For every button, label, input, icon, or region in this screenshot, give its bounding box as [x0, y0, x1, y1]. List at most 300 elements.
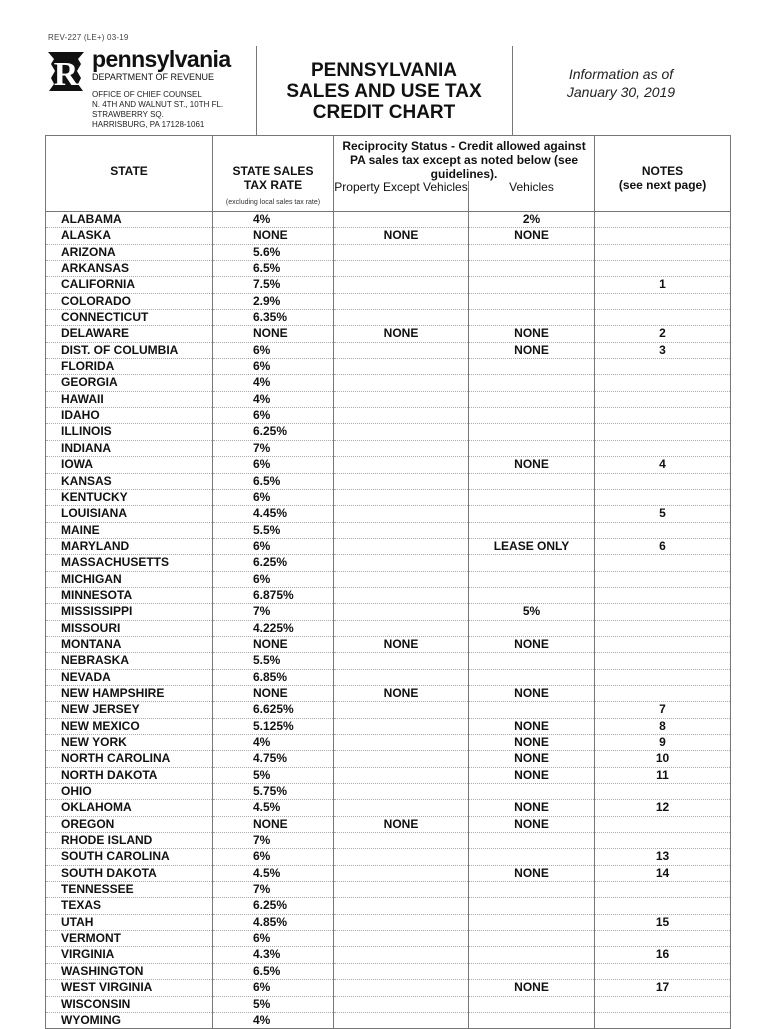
header-notes-line: (see next page)	[618, 178, 707, 192]
vehicle-credit-cell	[469, 784, 595, 800]
property-credit-cell	[334, 898, 469, 914]
vehicle-credit-cell	[469, 375, 595, 391]
table-row	[46, 277, 731, 293]
note-cell	[595, 555, 731, 571]
state-cell: ILLINOIS	[46, 424, 213, 440]
tax-rate-cell: 7%	[213, 882, 334, 898]
table-row	[46, 931, 731, 947]
tax-rate-cell: 6%	[213, 342, 334, 358]
state-cell: NORTH CAROLINA	[46, 751, 213, 767]
state-cell: TENNESSEE	[46, 882, 213, 898]
tax-rate-cell: 4.85%	[213, 914, 334, 930]
state-cell: CONNECTICUT	[46, 310, 213, 326]
table-row	[46, 947, 731, 963]
note-cell: 10	[595, 751, 731, 767]
property-credit-cell	[334, 261, 469, 277]
state-cell: OHIO	[46, 784, 213, 800]
note-cell: 1	[595, 277, 731, 293]
tax-rate-cell: 5.5%	[213, 653, 334, 669]
state-cell: HAWAII	[46, 391, 213, 407]
table-row	[46, 882, 731, 898]
vehicle-credit-cell: NONE	[469, 980, 595, 996]
property-credit-cell: NONE	[334, 636, 469, 652]
tax-rate-cell: 6.35%	[213, 310, 334, 326]
state-cell: GEORGIA	[46, 375, 213, 391]
vehicle-credit-cell: NONE	[469, 800, 595, 816]
vehicle-credit-cell: NONE	[469, 816, 595, 832]
note-cell	[595, 833, 731, 849]
tax-rate-cell: 5%	[213, 767, 334, 783]
property-credit-cell	[334, 947, 469, 963]
property-credit-cell	[334, 277, 469, 293]
state-cell: NEBRASKA	[46, 653, 213, 669]
state-cell: MINNESOTA	[46, 587, 213, 603]
state-cell: MISSOURI	[46, 620, 213, 636]
table-row	[46, 293, 731, 309]
tax-rate-cell: 4%	[213, 212, 334, 228]
note-cell	[595, 440, 731, 456]
office-address	[92, 90, 223, 130]
note-cell	[595, 604, 731, 620]
note-cell: 12	[595, 800, 731, 816]
department-name: DEPARTMENT OF REVENUE	[92, 72, 215, 82]
table-row	[46, 653, 731, 669]
property-credit-cell	[334, 457, 469, 473]
vehicle-credit-cell: NONE	[469, 342, 595, 358]
property-credit-cell	[334, 375, 469, 391]
address-line: HARRISBURG, PA 17128-1061	[92, 120, 205, 129]
state-cell: MONTANA	[46, 636, 213, 652]
note-cell: 14	[595, 865, 731, 881]
vehicle-credit-cell: 5%	[469, 604, 595, 620]
property-credit-cell	[334, 522, 469, 538]
note-cell	[595, 1012, 731, 1028]
tax-rate-cell: 6%	[213, 538, 334, 554]
tax-rate-cell: 4%	[213, 1012, 334, 1028]
table-row	[46, 440, 731, 456]
vehicle-credit-cell: NONE	[469, 636, 595, 652]
tax-credit-table	[45, 135, 731, 1029]
vehicle-credit-cell	[469, 244, 595, 260]
state-cell: MASSACHUSETTS	[46, 555, 213, 571]
note-cell	[595, 424, 731, 440]
property-credit-cell	[334, 996, 469, 1012]
vehicle-credit-cell	[469, 359, 595, 375]
state-cell: MICHIGAN	[46, 571, 213, 587]
table-row	[46, 473, 731, 489]
property-credit-cell	[334, 865, 469, 881]
table-row	[46, 1012, 731, 1028]
vehicle-credit-cell: NONE	[469, 457, 595, 473]
state-cell: OREGON	[46, 816, 213, 832]
table-row	[46, 310, 731, 326]
property-credit-cell	[334, 751, 469, 767]
address-line: OFFICE OF CHIEF COUNSEL	[92, 90, 202, 99]
table-row	[46, 898, 731, 914]
vehicle-credit-cell	[469, 261, 595, 277]
vehicle-credit-cell	[469, 293, 595, 309]
vehicle-credit-cell	[469, 310, 595, 326]
state-cell: VERMONT	[46, 931, 213, 947]
vehicle-credit-cell: NONE	[469, 685, 595, 701]
note-cell	[595, 408, 731, 424]
note-cell	[595, 522, 731, 538]
state-cell: KANSAS	[46, 473, 213, 489]
note-cell	[595, 784, 731, 800]
table-row	[46, 702, 731, 718]
property-credit-cell	[334, 914, 469, 930]
table-row	[46, 865, 731, 881]
tax-rate-cell: 5.75%	[213, 784, 334, 800]
tax-rate-cell: 6.5%	[213, 963, 334, 979]
state-cell: ARKANSAS	[46, 261, 213, 277]
property-credit-cell	[334, 391, 469, 407]
table-row	[46, 767, 731, 783]
tax-rate-cell: 4.225%	[213, 620, 334, 636]
note-cell	[595, 228, 731, 244]
tax-rate-cell: 5%	[213, 996, 334, 1012]
tax-rate-cell: 7%	[213, 833, 334, 849]
tax-rate-cell: NONE	[213, 228, 334, 244]
vehicle-credit-cell	[469, 963, 595, 979]
state-cell: IDAHO	[46, 408, 213, 424]
property-credit-cell	[334, 310, 469, 326]
form-number: REV-227 (LE+) 03-19	[48, 33, 129, 42]
note-cell: 15	[595, 914, 731, 930]
table-row	[46, 963, 731, 979]
tax-rate-cell: 6%	[213, 489, 334, 505]
note-cell	[595, 636, 731, 652]
note-cell: 9	[595, 735, 731, 751]
property-credit-cell: NONE	[334, 816, 469, 832]
header-notes	[595, 136, 731, 212]
title-line: PENNSYLVANIA	[310, 60, 458, 81]
note-cell: 4	[595, 457, 731, 473]
property-credit-cell	[334, 359, 469, 375]
tax-rate-cell: 6%	[213, 571, 334, 587]
vehicle-credit-cell	[469, 489, 595, 505]
property-credit-cell	[334, 571, 469, 587]
tax-rate-cell: 2.9%	[213, 293, 334, 309]
property-credit-cell	[334, 718, 469, 734]
address-line: STRAWBERRY SQ.	[92, 110, 164, 119]
tax-rate-cell: 4.45%	[213, 506, 334, 522]
property-credit-cell	[334, 440, 469, 456]
vehicle-credit-cell	[469, 620, 595, 636]
note-cell: 2	[595, 326, 731, 342]
table-row	[46, 555, 731, 571]
tax-rate-cell: 7%	[213, 604, 334, 620]
note-cell	[595, 996, 731, 1012]
table-row	[46, 636, 731, 652]
table-row	[46, 980, 731, 996]
property-credit-cell	[334, 735, 469, 751]
vehicle-credit-cell	[469, 653, 595, 669]
tax-rate-cell: 4.5%	[213, 800, 334, 816]
property-credit-cell	[334, 833, 469, 849]
table-row	[46, 784, 731, 800]
table-row	[46, 408, 731, 424]
state-cell: MARYLAND	[46, 538, 213, 554]
vehicle-credit-cell	[469, 277, 595, 293]
note-cell	[595, 620, 731, 636]
note-cell	[595, 816, 731, 832]
tax-rate-cell: 4%	[213, 735, 334, 751]
table-row	[46, 228, 731, 244]
state-cell: WEST VIRGINIA	[46, 980, 213, 996]
state-cell: NEW MEXICO	[46, 718, 213, 734]
property-credit-cell	[334, 882, 469, 898]
table-row	[46, 604, 731, 620]
vehicle-credit-cell	[469, 702, 595, 718]
state-cell: NORTH DAKOTA	[46, 767, 213, 783]
vehicle-credit-cell	[469, 849, 595, 865]
note-cell	[595, 898, 731, 914]
property-credit-cell	[334, 669, 469, 685]
note-cell: 3	[595, 342, 731, 358]
note-cell: 8	[595, 718, 731, 734]
vehicle-credit-cell: NONE	[469, 326, 595, 342]
table-row	[46, 375, 731, 391]
state-cell: WISCONSIN	[46, 996, 213, 1012]
header-state: STATE	[46, 136, 213, 212]
tax-rate-cell: 4%	[213, 375, 334, 391]
property-credit-cell	[334, 604, 469, 620]
table-row	[46, 244, 731, 260]
tax-rate-cell: NONE	[213, 636, 334, 652]
vehicle-credit-cell: NONE	[469, 767, 595, 783]
tax-rate-cell: 6.625%	[213, 702, 334, 718]
property-credit-cell: NONE	[334, 326, 469, 342]
note-cell: 7	[595, 702, 731, 718]
vehicle-credit-cell	[469, 440, 595, 456]
table-row	[46, 833, 731, 849]
document-title	[256, 60, 512, 123]
vehicle-credit-cell	[469, 1012, 595, 1028]
state-cell: MISSISSIPPI	[46, 604, 213, 620]
table-row	[46, 391, 731, 407]
title-line: SALES AND USE TAX	[286, 81, 482, 102]
property-credit-cell: NONE	[334, 228, 469, 244]
table-row	[46, 751, 731, 767]
property-credit-cell	[334, 931, 469, 947]
note-cell	[595, 931, 731, 947]
vehicle-credit-cell: NONE	[469, 718, 595, 734]
state-cell: TEXAS	[46, 898, 213, 914]
table-row	[46, 489, 731, 505]
vehicle-credit-cell	[469, 833, 595, 849]
state-cell: WASHINGTON	[46, 963, 213, 979]
note-cell: 16	[595, 947, 731, 963]
header-property: Property Except Vehicles	[334, 181, 469, 212]
vehicle-credit-cell	[469, 522, 595, 538]
vehicle-credit-cell: NONE	[469, 735, 595, 751]
property-credit-cell	[334, 408, 469, 424]
tax-rate-cell: 6.5%	[213, 261, 334, 277]
vehicle-credit-cell	[469, 914, 595, 930]
table-row	[46, 587, 731, 603]
address-line: N. 4TH AND WALNUT ST., 10TH FL.	[92, 100, 224, 109]
tax-rate-cell: 6%	[213, 457, 334, 473]
tax-rate-cell: 6.85%	[213, 669, 334, 685]
note-cell	[595, 882, 731, 898]
vehicle-credit-cell	[469, 882, 595, 898]
property-credit-cell	[334, 980, 469, 996]
note-cell	[595, 571, 731, 587]
state-cell: RHODE ISLAND	[46, 833, 213, 849]
table-row	[46, 735, 731, 751]
table-row	[46, 261, 731, 277]
tax-rate-cell: 6.875%	[213, 587, 334, 603]
note-cell	[595, 653, 731, 669]
table-row	[46, 359, 731, 375]
tax-rate-cell: 6%	[213, 359, 334, 375]
state-cell: ARIZONA	[46, 244, 213, 260]
property-credit-cell	[334, 424, 469, 440]
property-credit-cell	[334, 538, 469, 554]
note-cell: 5	[595, 506, 731, 522]
table-row	[46, 816, 731, 832]
state-cell: MAINE	[46, 522, 213, 538]
property-credit-cell	[334, 293, 469, 309]
table-row	[46, 849, 731, 865]
vehicle-credit-cell	[469, 424, 595, 440]
header-rate-line: TAX RATE	[243, 178, 303, 192]
property-credit-cell	[334, 587, 469, 603]
keystone-logo-icon	[45, 50, 87, 92]
property-credit-cell: NONE	[334, 685, 469, 701]
table-row	[46, 685, 731, 701]
table-row	[46, 669, 731, 685]
state-cell: NEW JERSEY	[46, 702, 213, 718]
note-cell	[595, 244, 731, 260]
state-cell: IOWA	[46, 457, 213, 473]
table-row	[46, 522, 731, 538]
vehicle-credit-cell	[469, 947, 595, 963]
vehicle-credit-cell: LEASE ONLY	[469, 538, 595, 554]
note-cell	[595, 473, 731, 489]
state-cell: DELAWARE	[46, 326, 213, 342]
vehicle-credit-cell: NONE	[469, 865, 595, 881]
state-cell: CALIFORNIA	[46, 277, 213, 293]
state-cell: UTAH	[46, 914, 213, 930]
note-cell	[595, 489, 731, 505]
property-credit-cell	[334, 702, 469, 718]
tax-rate-cell: 7%	[213, 440, 334, 456]
table-row	[46, 457, 731, 473]
note-cell	[595, 587, 731, 603]
note-cell	[595, 310, 731, 326]
tax-rate-cell: 6%	[213, 931, 334, 947]
info-line: January 30, 2019	[566, 84, 676, 100]
state-cell: DIST. OF COLUMBIA	[46, 342, 213, 358]
vehicle-credit-cell	[469, 473, 595, 489]
tax-rate-cell: 5.6%	[213, 244, 334, 260]
state-cell: ALABAMA	[46, 212, 213, 228]
table-row	[46, 571, 731, 587]
property-credit-cell	[334, 1012, 469, 1028]
state-cell: NEW YORK	[46, 735, 213, 751]
state-cell: NEVADA	[46, 669, 213, 685]
tax-rate-cell: 6%	[213, 849, 334, 865]
property-credit-cell	[334, 555, 469, 571]
vehicle-credit-cell	[469, 587, 595, 603]
tax-rate-cell: 6.25%	[213, 424, 334, 440]
state-cell: VIRGINIA	[46, 947, 213, 963]
vehicle-credit-cell	[469, 931, 595, 947]
table-row	[46, 620, 731, 636]
table-row	[46, 914, 731, 930]
state-cell: FLORIDA	[46, 359, 213, 375]
table-row	[46, 506, 731, 522]
property-credit-cell	[334, 849, 469, 865]
pa-revenue-logo	[45, 46, 255, 135]
note-cell	[595, 669, 731, 685]
tax-rate-cell: 5.125%	[213, 718, 334, 734]
tax-rate-cell: 4.3%	[213, 947, 334, 963]
vehicle-credit-cell	[469, 898, 595, 914]
state-cell: WYOMING	[46, 1012, 213, 1028]
table-row	[46, 996, 731, 1012]
note-cell	[595, 963, 731, 979]
info-line: Information as of	[568, 66, 674, 82]
tax-rate-cell: 5.5%	[213, 522, 334, 538]
title-line: CREDIT CHART	[312, 102, 456, 123]
brand-name: pennsylvania	[92, 46, 231, 72]
header-rate-subnote: (excluding local sales tax rate)	[225, 199, 321, 206]
property-credit-cell	[334, 653, 469, 669]
state-cell: KENTUCKY	[46, 489, 213, 505]
tax-rate-cell: 6.5%	[213, 473, 334, 489]
property-credit-cell	[334, 800, 469, 816]
tax-rate-cell: 6.25%	[213, 555, 334, 571]
header-vehicles: Vehicles	[469, 181, 595, 212]
tax-rate-cell: 4%	[213, 391, 334, 407]
property-credit-cell	[334, 244, 469, 260]
state-cell: LOUISIANA	[46, 506, 213, 522]
property-credit-cell	[334, 342, 469, 358]
note-cell	[595, 685, 731, 701]
property-credit-cell	[334, 506, 469, 522]
state-cell: NEW HAMPSHIRE	[46, 685, 213, 701]
note-cell: 11	[595, 767, 731, 783]
table-row	[46, 212, 731, 228]
property-credit-cell	[334, 489, 469, 505]
note-cell	[595, 359, 731, 375]
vehicle-credit-cell	[469, 669, 595, 685]
tax-rate-cell: 4.75%	[213, 751, 334, 767]
note-cell: 6	[595, 538, 731, 554]
vehicle-credit-cell	[469, 391, 595, 407]
table-row	[46, 718, 731, 734]
vehicle-credit-cell: NONE	[469, 228, 595, 244]
state-cell: INDIANA	[46, 440, 213, 456]
note-cell	[595, 293, 731, 309]
header-notes-line: NOTES	[641, 164, 684, 178]
state-cell: OKLAHOMA	[46, 800, 213, 816]
tax-rate-cell: NONE	[213, 326, 334, 342]
note-cell: 17	[595, 980, 731, 996]
state-cell: COLORADO	[46, 293, 213, 309]
vehicle-credit-cell: NONE	[469, 751, 595, 767]
property-credit-cell	[334, 784, 469, 800]
note-cell	[595, 212, 731, 228]
property-credit-cell	[334, 473, 469, 489]
note-cell	[595, 375, 731, 391]
vehicle-credit-cell: 2%	[469, 212, 595, 228]
note-cell: 13	[595, 849, 731, 865]
note-cell	[595, 391, 731, 407]
